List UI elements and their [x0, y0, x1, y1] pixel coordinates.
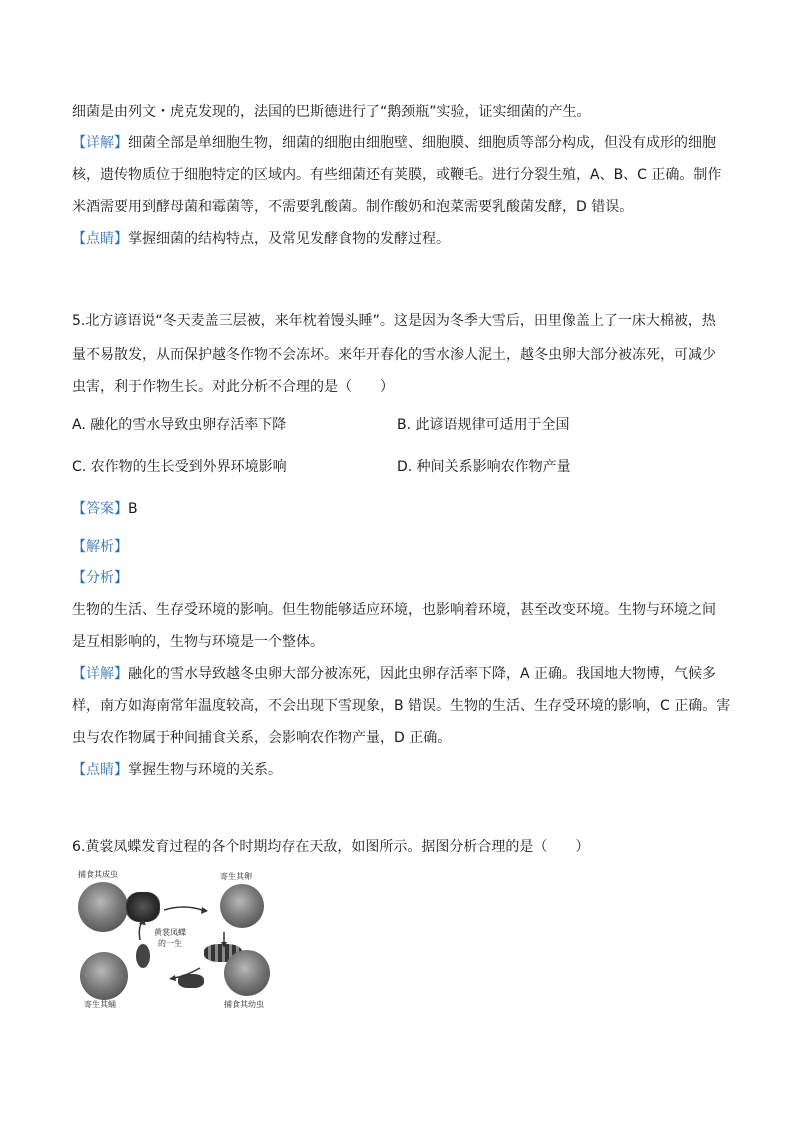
- q5-analysis-tag: 【解析】: [72, 539, 128, 555]
- q5-option-c: C. 农作物的生长受到外界环境影响: [72, 459, 287, 475]
- q5-stem-line-2: 量不易散发，从而保护越冬作物不会冻坏。来年开春化的雪水渗人泥土，越冬虫卵大部分被冻死，可减少: [72, 347, 716, 363]
- q4-intro-line: 细菌是由列文・虎克发现的，法国的巴斯德进行了“鹅颈瓶”实验，证实细菌的产生。: [72, 104, 591, 120]
- q4-detail-line-1: [72, 133, 716, 153]
- q5-tip-line: [72, 760, 282, 780]
- q5-option-b: B. 此谚语规律可适用于全国: [397, 417, 570, 433]
- answer-tag: 【答案】: [72, 501, 128, 517]
- label-parasite-egg: 寄生其卵: [220, 872, 252, 881]
- q5-answer-line: [72, 499, 138, 519]
- tip-tag: 【点睛】: [72, 762, 128, 778]
- label-prey-adult: 捕食其成虫: [78, 870, 118, 879]
- q5-detail-line-2: 样，南方如海南常年温度较高，不会出现下雪现象，B 错误。生物的生活、生存受环境的影响，C 正确。害: [72, 698, 731, 714]
- label-prey-larva: 捕食其幼虫: [224, 1000, 264, 1009]
- q5-fenxi-line-1: 生物的生活、生存受环境的影响。但生物能够适应环境，也影响着环境，甚至改变环境。生物与环境之间: [72, 602, 716, 618]
- detail-text: 细菌全部是单细胞生物，细菌的细胞由细胞壁、细胞膜、细胞质等部分构成，但没有成形的细胞: [128, 135, 716, 151]
- label-center-2: 的一生: [158, 939, 182, 948]
- q4-detail-line-2: 核，遗传物质位于细胞特定的区域内。有些细菌还有荚膜，或鞭毛。进行分裂生殖，A、B、C 正确。制作: [72, 167, 722, 183]
- q4-tip-line: [72, 229, 450, 249]
- detail-text: 融化的雪水导致越冬虫卵大部分被冻死，因此虫卵存活率下降，A 正确。我国地大物博，气候多: [128, 666, 717, 682]
- q5-stem-line-1: 5.北方谚语说“冬天麦盖三层被，来年枕着馒头睡”。这是因为冬季大雪后，田里像盖上了一床大棉被，热: [72, 313, 716, 329]
- label-parasite-pupa: 寄生其蛹: [84, 1000, 116, 1009]
- q5-fenxi-tag: 【分析】: [72, 570, 128, 586]
- tip-tag: 【点睛】: [72, 231, 128, 247]
- tip-text: 掌握细菌的结构特点，及常见发酵食物的发酵过程。: [128, 231, 450, 247]
- q4-detail-line-3: 米酒需要用到酵母菌和霉菌等，不需要乳酸菌。制作酸奶和泡菜需要乳酸菌发酵，D 错误。: [72, 199, 634, 215]
- q5-detail-line-1: [72, 664, 716, 684]
- q6-stem-line-1: 6.黄裳凤蝶发育过程的各个时期均存在天敌，如图所示。据图分析合理的是（ ）: [72, 839, 590, 855]
- q5-option-d: D. 种间关系影响农作物产量: [397, 459, 571, 475]
- label-center-1: 黄裳凤蝶: [154, 928, 186, 937]
- tip-text: 掌握生物与环境的关系。: [128, 762, 282, 778]
- answer-value: B: [128, 501, 138, 517]
- q5-fenxi-line-2: 是互相影响的，生物与环境是一个整体。: [72, 634, 324, 650]
- detail-tag: 【详解】: [72, 666, 128, 682]
- q5-option-a: A. 融化的雪水导致虫卵存活率下降: [72, 417, 287, 433]
- q5-stem-line-3: 虫害，利于作物生长。对此分析不合理的是（ ）: [72, 379, 394, 395]
- detail-tag: 【详解】: [72, 135, 128, 151]
- butterfly-lifecycle-figure: [74, 870, 274, 1012]
- q5-detail-line-3: 虫与农作物属于种间捕食关系，会影响农作物产量，D 正确。: [72, 730, 452, 746]
